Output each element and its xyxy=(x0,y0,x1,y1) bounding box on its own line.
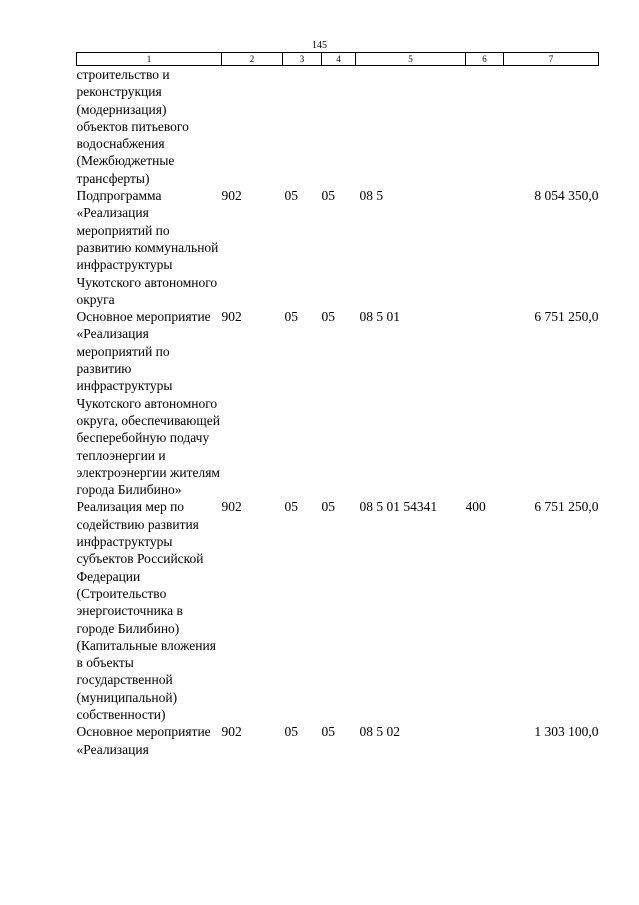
column-number: 3 xyxy=(283,53,322,66)
table-row xyxy=(77,723,599,758)
row-expense-type xyxy=(466,723,504,758)
row-name: Основное мероприятие «Реализация xyxy=(76,724,211,757)
row-name: строительство и реконструкция (модернизация) объектов питьевого водоснабжения (Межбюджетные трансферты) xyxy=(76,67,189,186)
row-subsection: 05 xyxy=(321,188,335,204)
row-target-article: 08 5 01 54341 xyxy=(359,499,438,515)
row-expense-type xyxy=(466,66,504,188)
column-number: 1 xyxy=(77,53,222,66)
row-section: 05 xyxy=(284,499,298,515)
row-expense-type: 400 xyxy=(465,499,486,515)
row-target-article: 08 5 02 xyxy=(359,724,400,740)
table-row xyxy=(77,308,599,498)
row-subsection: 05 xyxy=(321,309,335,325)
column-number: 4 xyxy=(322,53,356,66)
row-grbs: 902 xyxy=(221,499,242,515)
column-number: 2 xyxy=(222,53,283,66)
row-section xyxy=(283,66,322,188)
row-name: Основное мероприятие «Реализация мероприятий по развитию инфраструктуры Чукотского автономного округа, обеспечивающей бесперебойную подачу теплоэнергии и электроэнергии жителям города Билибино» xyxy=(76,309,220,498)
table-row xyxy=(77,498,599,723)
row-section: 05 xyxy=(284,309,298,325)
row-subsection: 05 xyxy=(321,724,335,740)
column-number: 5 xyxy=(356,53,466,66)
column-number: 6 xyxy=(466,53,504,66)
table-row xyxy=(77,66,599,188)
row-subsection: 05 xyxy=(321,499,335,515)
row-target-article: 08 5 01 xyxy=(359,309,400,325)
table-body xyxy=(77,66,599,758)
budget-table xyxy=(76,52,599,758)
row-expense-type xyxy=(466,308,504,498)
table-row xyxy=(77,187,599,308)
row-grbs xyxy=(222,66,283,188)
row-section: 05 xyxy=(284,188,298,204)
row-amount: 8 054 350,0 xyxy=(534,188,599,204)
row-name: Подпрограмма «Реализация мероприятий по развитию коммунальной инфраструктуры Чукотского автономного округа xyxy=(76,188,219,307)
row-target-article: 08 5 xyxy=(359,188,384,204)
row-amount xyxy=(504,66,599,188)
row-grbs: 902 xyxy=(221,188,242,204)
row-amount: 1 303 100,0 xyxy=(534,724,599,740)
row-grbs: 902 xyxy=(221,724,242,740)
page-number: 145 xyxy=(312,40,327,51)
row-subsection xyxy=(322,66,356,188)
row-target-article xyxy=(356,66,466,188)
row-section: 05 xyxy=(284,724,298,740)
table-header xyxy=(77,53,599,66)
row-amount: 6 751 250,0 xyxy=(534,309,599,325)
row-name: Реализация мер по содействию развития инфраструктуры субъектов Российской Федерации (Строительство энергоисточника в городе Билибино) (Капитальные вложения в объекты государственной (муниципальной) собственности) xyxy=(76,499,216,722)
column-number-row xyxy=(77,53,599,66)
column-number: 7 xyxy=(504,53,599,66)
row-expense-type xyxy=(466,187,504,308)
row-grbs: 902 xyxy=(221,309,242,325)
row-amount: 6 751 250,0 xyxy=(534,499,599,515)
